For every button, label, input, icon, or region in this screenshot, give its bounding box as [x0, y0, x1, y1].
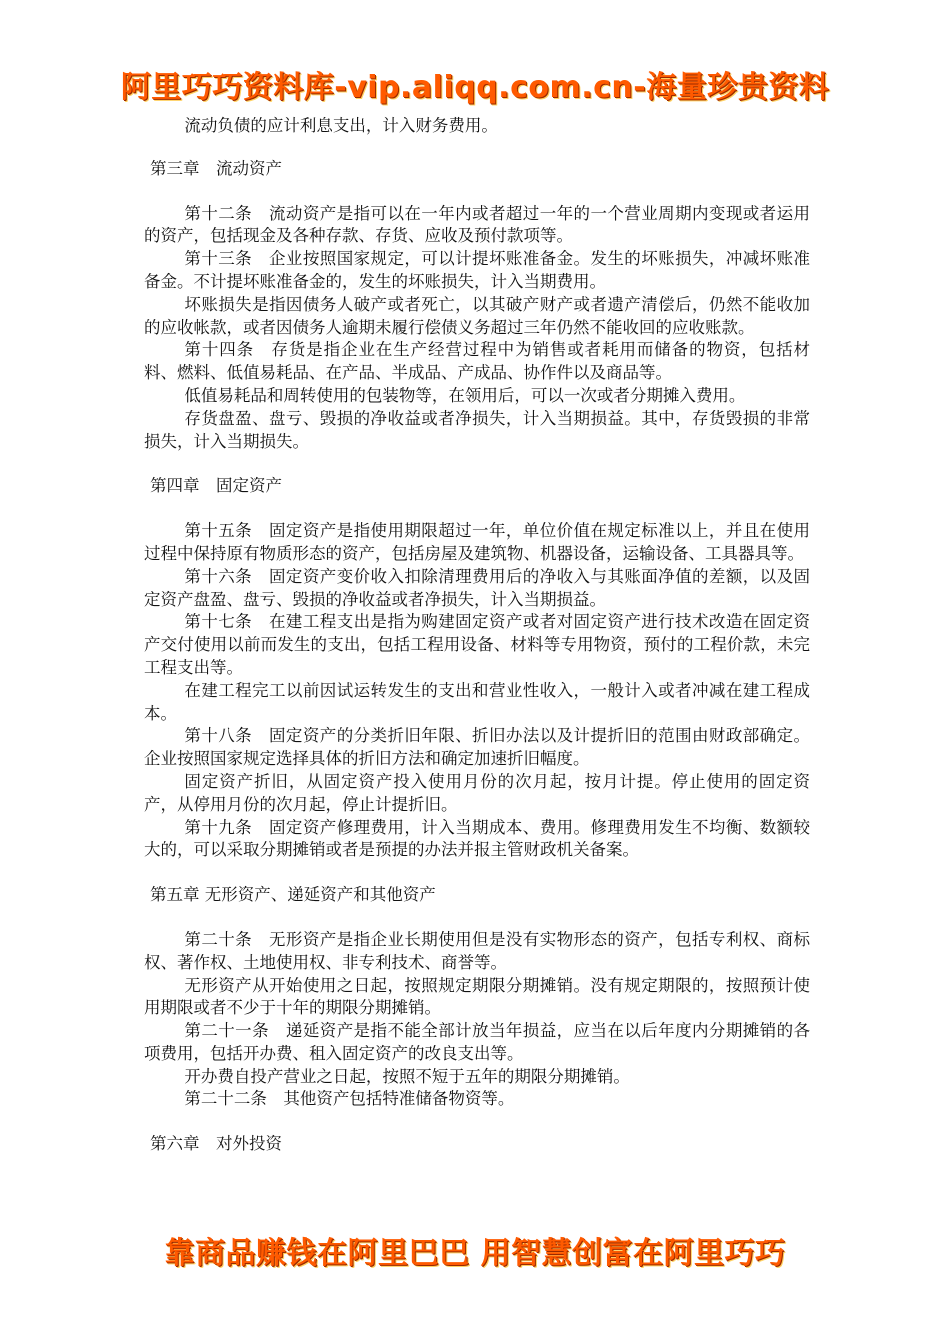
article-19: 第十九条 固定资产修理费用，计入当期成本、费用。修理费用发生不均衡、数额较大的，可以采取分期摊销或者是预提的办法并报主管财政机关备案。 [144, 817, 810, 860]
article-21-startup-cost: 开办费自投产营业之日起，按照不短于五年的期限分期摊销。 [184, 1066, 630, 1086]
chapter-heading-3: 第三章 流动资产 [150, 158, 282, 178]
chapter-heading-6: 第六章 对外投资 [150, 1134, 282, 1154]
paragraph-liabilities-interest: 流动负债的应计利息支出，计入财务费用。 [184, 116, 498, 135]
article-17: 第十七条 在建工程支出是指为购建固定资产或者对固定资产进行技术改造在固定资产交付使用以前而发生的支出，包括工程用设备、材料等专用物资，预付的工程价款，未完工程支出等。 [144, 612, 810, 677]
footer-watermark-banner: 靠商品赚钱在阿里巴巴 用智慧创富在阿里巧巧 [164, 1236, 786, 1271]
article-13-bad-debt: 坏账损失是指因债务人破产或者死亡，以其破产财产或者遗产清偿后，仍然不能收加的应收帐款，或者因债务人逾期未履行偿债义务超过三年仍然不能收回的应收账款。 [144, 294, 810, 337]
article-20-amortization: 无形资产从开始使用之日起，按照规定期限分期摊销。没有规定期限的，按照预计使用期限或者不少于十年的期限分期摊销。 [144, 975, 810, 1018]
document-body [144, 115, 810, 1178]
article-14-low-value: 低值易耗品和周转使用的包装物等，在领用后，可以一次或者分期摊入费用。 [184, 385, 746, 405]
article-18-depreciation: 固定资产折旧，从固定资产投入使用月份的次月起，按月计提。停止使用的固定资产，从停用月份的次月起，停止计提折旧。 [144, 771, 810, 814]
article-18: 第十八条 固定资产的分类折旧年限、折旧办法以及计提折旧的范围由财政部确定。企业按照国家规定选择具体的折旧方法和确定加速折旧幅度。 [144, 726, 810, 769]
header-watermark-banner: 阿里巧巧资料库-vip.aliqq.com.cn-海量珍贵资料 [120, 70, 830, 105]
article-21: 第二十一条 递延资产是指不能全部计放当年损益，应当在以后年度内分期摊销的各项费用，包括开办费、租入固定资产的改良支出等。 [144, 1021, 810, 1063]
article-15: 第十五条 固定资产是指使用期限超过一年，单位价值在规定标准以上，并且在使用过程中保持原有物质形态的资产，包括房屋及建筑物、机器设备，运输设备、工具器具等。 [144, 521, 810, 563]
article-22: 第二十二条 其他资产包括特准储备物资等。 [184, 1089, 515, 1109]
chapter-heading-4: 第四章 固定资产 [150, 476, 282, 496]
article-20: 第二十条 无形资产是指企业长期使用但是没有实物形态的资产，包括专利权、商标权、著作权、土地使用权、非专利技术、商誉等。 [144, 929, 810, 972]
article-14-inventory: 存货盘盈、盘亏、毁损的净收益或者净损失，计入当期损益。其中，存货毁损的非常损失，计入当期损失。 [144, 408, 810, 451]
article-12: 第十二条 流动资产是指可以在一年内或者超过一年的一个营业周期内变现或者运用的资产，包括现金及各种存款、存货、应收及预付款项等。 [144, 203, 810, 246]
article-17-construction: 在建工程完工以前因试运转发生的支出和营业性收入，一般计入或者冲减在建工程成本。 [144, 680, 810, 723]
article-13: 第十三条 企业按照国家规定，可以计提坏账准备金。发生的坏账损失，冲减坏账准备金。不计提坏账准备金的，发生的坏账损失，计入当期费用。 [144, 249, 810, 291]
chapter-heading-5: 第五章 无形资产、递延资产和其他资产 [150, 885, 436, 905]
article-14: 第十四条 存货是指企业在生产经营过程中为销售或者耗用而储备的物资，包括材料、燃料、低值易耗品、在产品、半成品、产成品、协作件以及商品等。 [144, 340, 810, 383]
article-16: 第十六条 固定资产变价收入扣除清理费用后的净收入与其账面净值的差额，以及固定资产盘盈、盘亏、毁损的净收益或者净损失，计入当期损益。 [144, 566, 810, 609]
